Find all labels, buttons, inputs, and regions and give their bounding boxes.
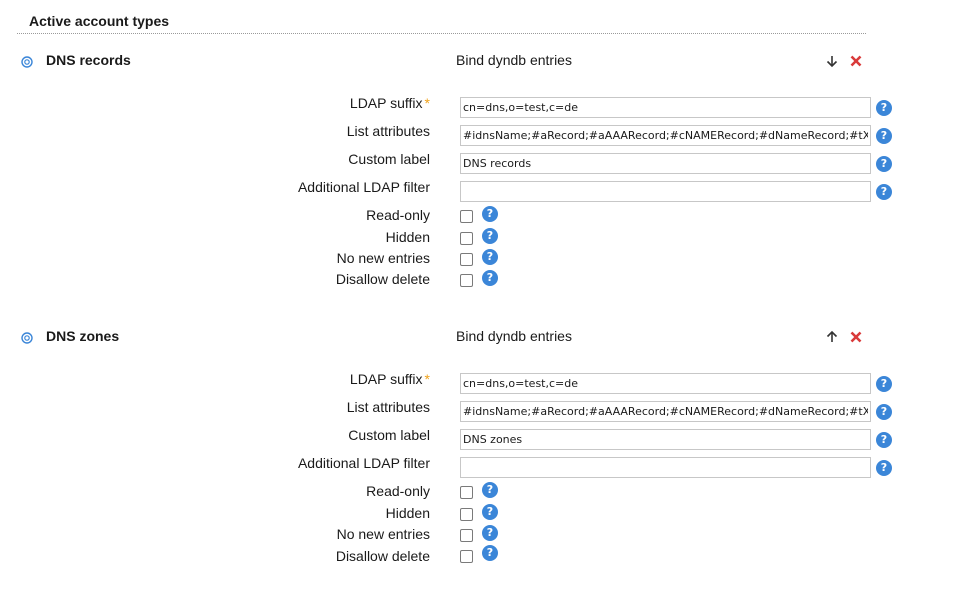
help-icon[interactable]: ? [482, 504, 498, 520]
help-icon[interactable]: ? [482, 249, 498, 265]
ldap-suffix-label: LDAP suffix * [349, 95, 430, 111]
read-only-label: Read-only [366, 207, 430, 223]
help-icon[interactable]: ? [876, 184, 892, 200]
account-type-dns-zones [0, 325, 967, 595]
section-title: Active account types [29, 13, 170, 29]
help-icon[interactable]: ? [876, 156, 892, 172]
additional-filter-label: Additional LDAP filter [297, 179, 430, 195]
read-only-checkbox[interactable] [460, 486, 473, 499]
section-divider [17, 33, 866, 34]
required-marker: * [424, 95, 430, 111]
help-icon[interactable]: ? [876, 460, 892, 476]
read-only-label: Read-only [366, 483, 430, 499]
help-icon[interactable]: ? [482, 482, 498, 498]
disallow-delete-checkbox[interactable] [460, 550, 473, 563]
account-type-description: Bind dyndb entries [456, 328, 572, 344]
account-type-description: Bind dyndb entries [456, 52, 572, 68]
help-icon[interactable]: ? [482, 228, 498, 244]
ldap-suffix-input[interactable] [460, 373, 871, 394]
disallow-delete-checkbox[interactable] [460, 274, 473, 287]
hidden-checkbox[interactable] [460, 232, 473, 245]
hidden-checkbox[interactable] [460, 508, 473, 521]
hidden-label: Hidden [385, 505, 430, 521]
help-icon[interactable]: ? [876, 404, 892, 420]
no-new-entries-label: No new entries [336, 526, 430, 542]
dns-circle-icon [21, 56, 33, 68]
custom-label-input[interactable] [460, 153, 871, 174]
ldap-suffix-input[interactable] [460, 97, 871, 118]
help-icon[interactable]: ? [876, 128, 892, 144]
custom-label-label: Custom label [348, 151, 430, 167]
read-only-checkbox[interactable] [460, 210, 473, 223]
custom-label-label: Custom label [348, 427, 430, 443]
list-attributes-input[interactable] [460, 401, 871, 422]
close-x-icon[interactable] [849, 54, 863, 68]
no-new-entries-label: No new entries [336, 250, 430, 266]
arrow-down-icon[interactable] [825, 54, 839, 68]
account-type-dns-records [0, 49, 967, 319]
help-icon[interactable]: ? [482, 545, 498, 561]
no-new-entries-checkbox[interactable] [460, 529, 473, 542]
disallow-delete-label: Disallow delete [335, 548, 430, 564]
disallow-delete-label: Disallow delete [335, 271, 430, 287]
additional-filter-input[interactable] [460, 457, 871, 478]
help-icon[interactable]: ? [876, 100, 892, 116]
help-icon[interactable]: ? [876, 432, 892, 448]
additional-filter-label: Additional LDAP filter [297, 455, 430, 471]
account-type-name: DNS zones [46, 328, 120, 344]
arrow-up-icon[interactable] [825, 330, 839, 344]
dns-circle-icon [21, 332, 33, 344]
hidden-label: Hidden [385, 229, 430, 245]
help-icon[interactable]: ? [482, 206, 498, 222]
list-attributes-label: List attributes [346, 399, 430, 415]
additional-filter-input[interactable] [460, 181, 871, 202]
help-icon[interactable]: ? [482, 270, 498, 286]
account-type-name: DNS records [46, 52, 131, 68]
list-attributes-input[interactable] [460, 125, 871, 146]
help-icon[interactable]: ? [876, 376, 892, 392]
close-x-icon[interactable] [849, 330, 863, 344]
list-attributes-label: List attributes [346, 123, 430, 139]
custom-label-input[interactable] [460, 429, 871, 450]
ldap-suffix-label: LDAP suffix * [349, 371, 430, 387]
required-marker: * [424, 371, 430, 387]
help-icon[interactable]: ? [482, 525, 498, 541]
no-new-entries-checkbox[interactable] [460, 253, 473, 266]
